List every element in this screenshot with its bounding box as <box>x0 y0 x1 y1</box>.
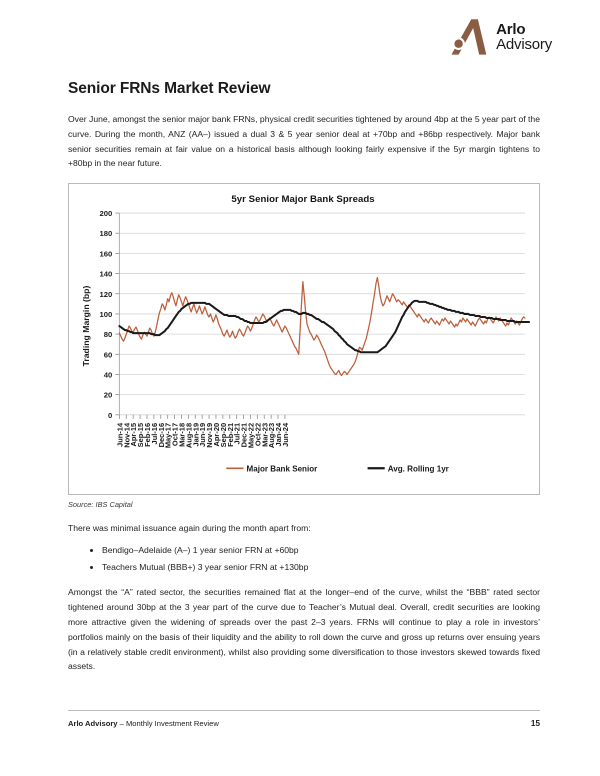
svg-text:Nov-14: Nov-14 <box>122 423 132 448</box>
chart-legend <box>226 464 449 473</box>
document-content <box>68 80 540 680</box>
svg-text:Jun-24: Jun-24 <box>280 423 290 448</box>
page-title: Senior FRNs Market Review <box>68 80 271 97</box>
svg-text:Apr-15: Apr-15 <box>129 423 139 447</box>
svg-text:Jan-24: Jan-24 <box>274 423 284 447</box>
svg-text:Sep-20: Sep-20 <box>218 423 228 448</box>
svg-text:20: 20 <box>103 390 113 400</box>
brand-wordmark <box>496 22 552 53</box>
svg-text:May-17: May-17 <box>163 423 173 449</box>
svg-text:Jun-19: Jun-19 <box>198 423 208 448</box>
list-item: • Bendigo–Adelaide (A–) 1 year senior FRN at +60bp <box>102 542 540 559</box>
svg-text:Feb-16: Feb-16 <box>143 423 153 448</box>
issuance-bullet-list <box>68 542 540 576</box>
svg-text:Dec-16: Dec-16 <box>156 423 166 448</box>
chart-x-tick-marks <box>119 415 285 419</box>
footer-subtitle: – Monthly Investment Review <box>117 719 219 728</box>
arlo-a-monogram-icon <box>446 16 488 58</box>
footer-brand: Arlo Advisory <box>68 719 118 728</box>
footer-row <box>68 719 540 728</box>
intro-paragraph: Over June, amongst the senior major bank FRNs, physical credit securities tightened by around 4bp at the 5 year part of the curve. During the month, ANZ (AA–) issued a dual 3 & 5 year senior deal at +70bp and +86bp respectively. Major bank senior securities remain at fair value on a historical basis although looking fairly expensive if the 5yr margin tightens to +80bp in the near future. <box>68 114 540 169</box>
svg-text:Aug-18: Aug-18 <box>184 423 194 449</box>
svg-text:Jun-14: Jun-14 <box>115 423 125 448</box>
svg-text:Jul-16: Jul-16 <box>149 423 159 445</box>
svg-text:80: 80 <box>103 330 113 340</box>
brand-name-line1: Arlo <box>496 20 526 38</box>
chart-title: 5yr Senior Major Bank Spreads <box>231 194 375 206</box>
svg-text:Oct-17: Oct-17 <box>170 423 180 447</box>
svg-text:160: 160 <box>99 249 113 259</box>
chart-y-axis-label: Trading Margin (bp) <box>81 285 92 367</box>
list-item: • Teachers Mutual (BBB+) 3 year senior FRN at +130bp <box>102 559 540 576</box>
svg-text:140: 140 <box>99 269 113 279</box>
footer-page-number: 15 <box>530 719 540 728</box>
svg-text:Mar-18: Mar-18 <box>177 423 187 448</box>
svg-text:Nov-19: Nov-19 <box>205 423 215 448</box>
svg-text:Avg. Rolling 1yr: Avg. Rolling 1yr <box>387 464 449 474</box>
chart-y-tick-labels <box>100 209 113 420</box>
svg-text:Apr-20: Apr-20 <box>211 423 221 447</box>
svg-text:40: 40 <box>103 370 113 380</box>
page-footer <box>68 710 540 728</box>
svg-text:Major Bank Senior: Major Bank Senior <box>246 464 318 474</box>
svg-text:Feb-21: Feb-21 <box>225 423 235 448</box>
svg-text:100: 100 <box>99 310 113 320</box>
svg-text:Mar-23: Mar-23 <box>260 423 270 448</box>
chart-plot-area <box>75 207 531 481</box>
svg-text:60: 60 <box>103 350 113 360</box>
svg-text:Jul-21: Jul-21 <box>232 423 242 445</box>
svg-text:Sep-15: Sep-15 <box>136 423 146 448</box>
svg-text:120: 120 <box>99 289 113 299</box>
svg-text:Aug-23: Aug-23 <box>267 423 277 449</box>
svg-text:Dec-21: Dec-21 <box>239 423 249 448</box>
footer-text <box>68 719 219 728</box>
svg-text:200: 200 <box>99 209 113 219</box>
svg-text:180: 180 <box>99 229 113 239</box>
footer-divider <box>68 710 540 711</box>
chart-source-note: Source: IBS Capital <box>68 500 133 510</box>
closing-paragraph: Amongst the “A” rated sector, the securities remained flat at the longer–end of the curve, whilst the “BBB” rated sector tightened around 30bp at the 3 year part of the curve due to Teacher’s Mutual deal. Overall, credit securities are looking more attractive given the widening of spreads over the past 2–3 years. FRNs will continue to play a role in investors’ portfolios mainly on the basis of their liquidity and the ability to roll down the curve and gross up returns over ensuing years (in a relatively stable credit environment), whilst also providing some diversification to those investors skewed towards fixed assets. <box>68 587 540 672</box>
brand-name-line2: Advisory <box>496 36 552 53</box>
chart-x-tick-labels <box>115 422 290 448</box>
chart-series-lines <box>119 278 529 376</box>
svg-text:May-22: May-22 <box>246 423 256 449</box>
svg-text:Jan-19: Jan-19 <box>191 423 201 447</box>
svg-text:0: 0 <box>108 410 113 420</box>
svg-text:Oct-22: Oct-22 <box>253 423 263 447</box>
issuance-lead-paragraph: There was minimal issuance again during the month apart from: <box>68 523 311 534</box>
spreads-chart <box>68 183 540 495</box>
brand-logo <box>446 16 552 58</box>
